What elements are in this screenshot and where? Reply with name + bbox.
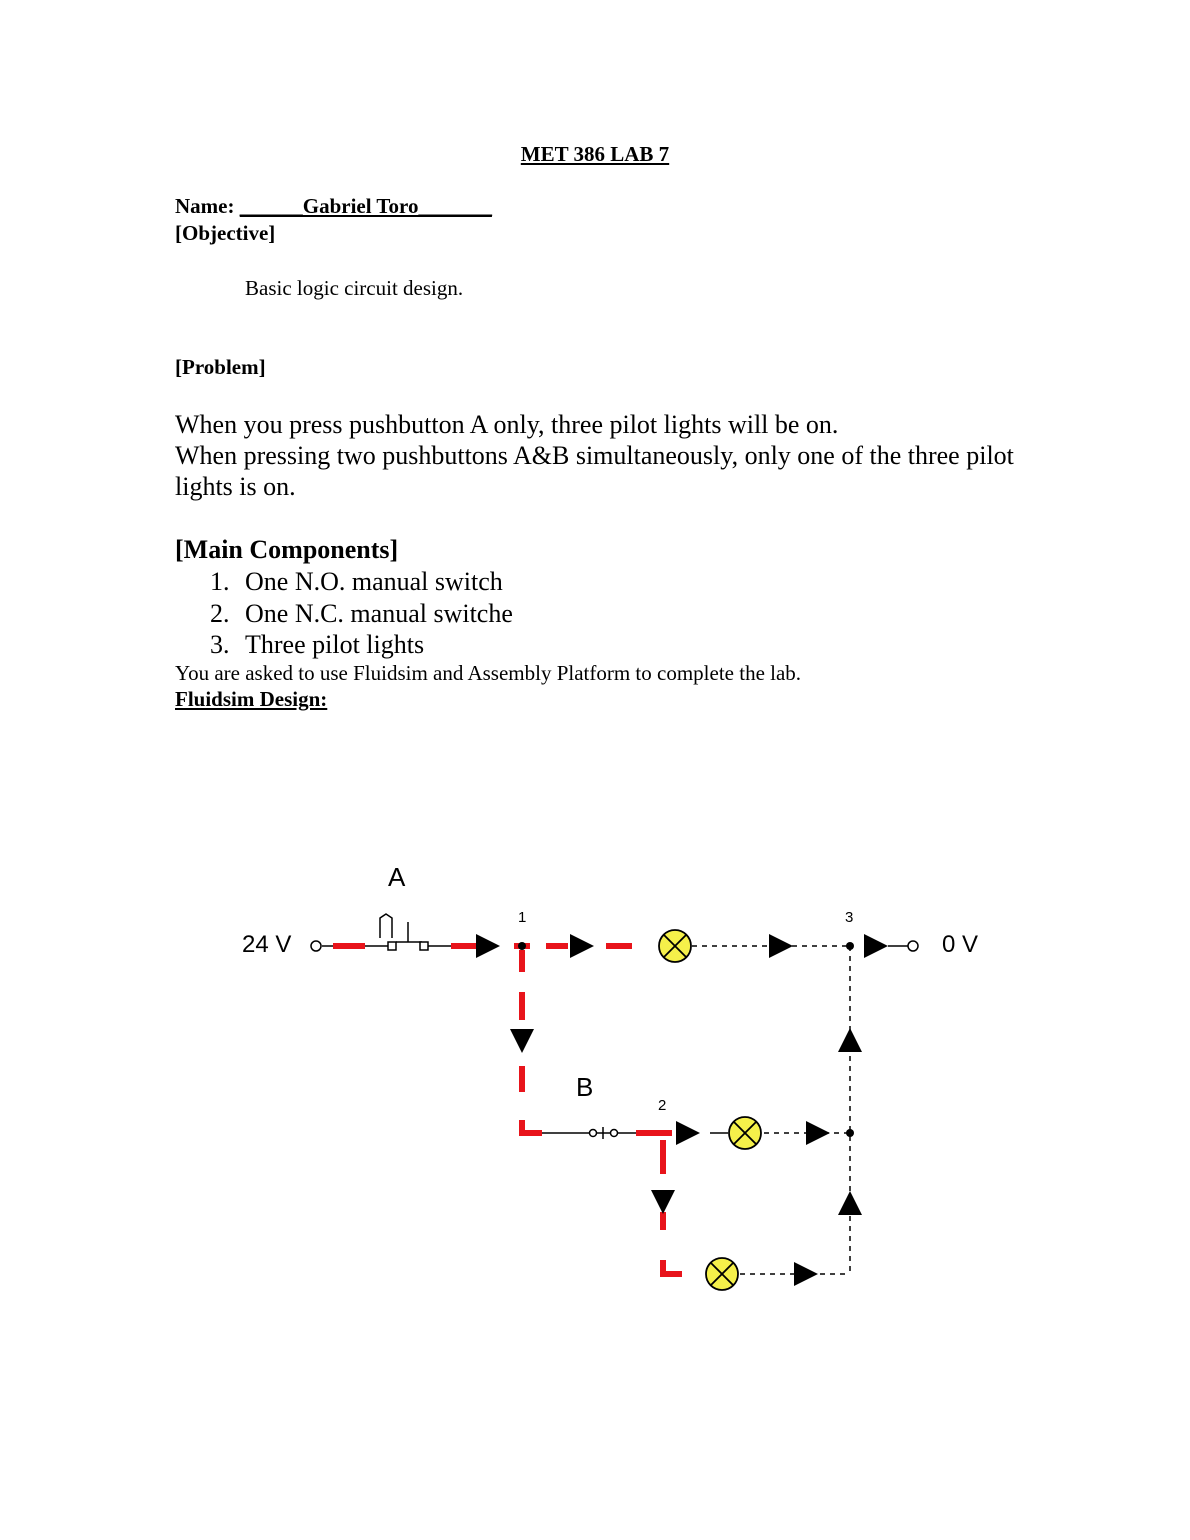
problem-heading: [Problem] xyxy=(175,355,266,379)
ground-label: 0 V xyxy=(942,931,979,958)
instruction-text: You are asked to use Fluidsim and Assembly Platform to complete the lab. xyxy=(175,661,802,685)
pilot-lamp-3 xyxy=(706,1258,738,1290)
supply-terminal xyxy=(311,941,321,951)
list-item: 1. One N.O. manual switch xyxy=(210,567,503,596)
pilot-lamp-2 xyxy=(729,1117,761,1149)
name-value: ______Gabriel Toro_______ xyxy=(239,194,492,218)
pilot-lamp-1 xyxy=(659,930,691,962)
list-item: 3. Three pilot lights xyxy=(210,630,425,659)
flow-arrows xyxy=(476,934,888,1286)
switch-b-label: B xyxy=(576,1072,594,1102)
list-item: 2. One N.C. manual switche xyxy=(210,598,513,628)
components-heading: [Main Components] xyxy=(175,535,399,564)
pushbutton-a xyxy=(365,914,451,950)
active-wires xyxy=(333,946,682,1276)
inactive-wires xyxy=(575,946,850,1274)
name-label: Name: xyxy=(175,194,235,218)
switch-a-label: A xyxy=(388,862,406,892)
junction-nodes xyxy=(518,942,854,1137)
page-title: MET 386 LAB 7 xyxy=(520,142,670,166)
objective-text: Basic logic circuit design. xyxy=(245,276,464,300)
supply-label: 24 V xyxy=(242,931,292,958)
objective-heading: [Objective] xyxy=(175,221,276,245)
problem-line: When you press pushbutton A only, three pilot lights will be on. xyxy=(175,410,839,439)
ground-terminal xyxy=(908,941,918,951)
design-heading: Fluidsim Design: xyxy=(175,687,328,711)
problem-line: When pressing two pushbuttons A&B simultaneously, only one of the three pilot lights is on. xyxy=(175,441,1014,501)
node-1-label: 1 xyxy=(518,909,527,926)
node-3-label: 3 xyxy=(845,909,854,926)
node-2-label: 2 xyxy=(658,1097,667,1114)
pushbutton-b xyxy=(542,1127,636,1139)
